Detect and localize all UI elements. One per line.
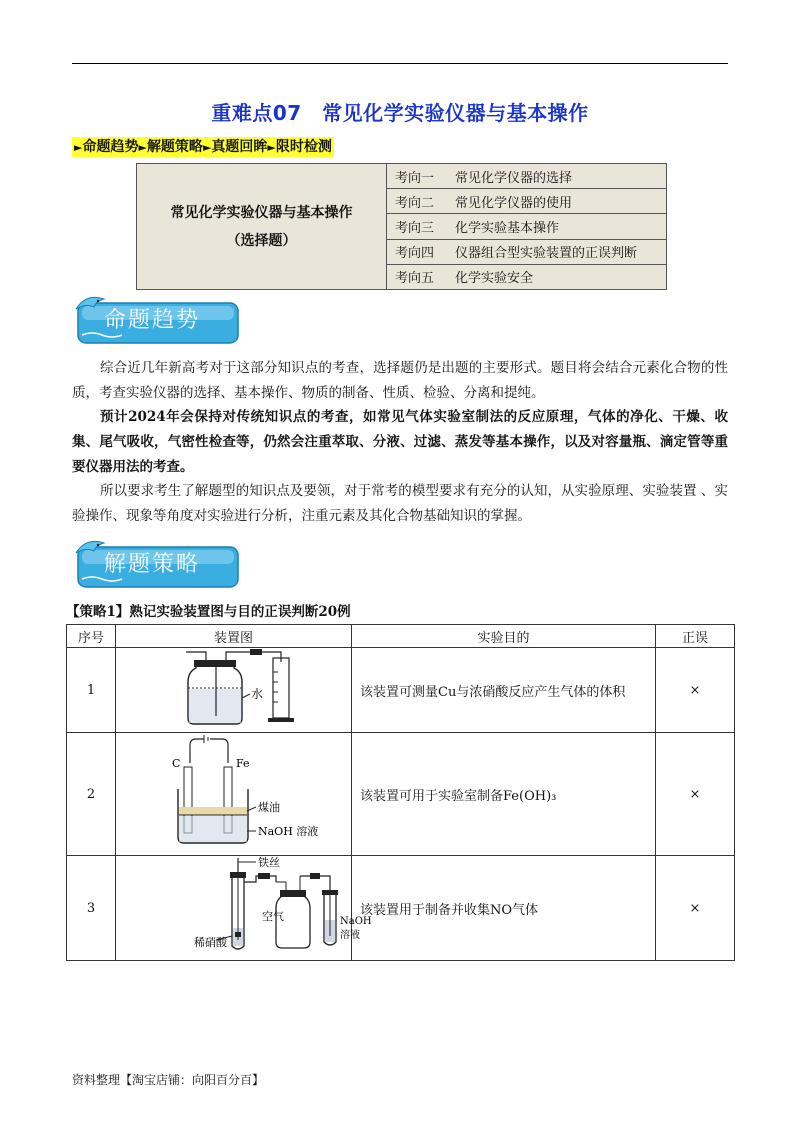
outline-row-text: 化学实验基本操作: [455, 221, 560, 236]
label-solution: 溶液: [340, 930, 360, 941]
row-verdict: ×: [656, 856, 735, 961]
footer-note: 资料整理【淘宝店铺：向阳百分百】: [72, 1073, 265, 1087]
nav-strip: [72, 137, 334, 157]
apparatus-figure: [116, 733, 352, 856]
nav-item-trend[interactable]: 命题趋势: [82, 139, 139, 155]
label-air: 空气: [262, 910, 284, 923]
no-preparation-apparatus-icon: [116, 856, 372, 956]
label-iron-wire: 铁丝: [258, 856, 280, 869]
outline-topic-subtitle: （选择题）: [226, 232, 297, 249]
triangle-icon: ►: [74, 141, 83, 154]
header-aim: 实验目的: [352, 625, 656, 648]
row-aim: 该装置可测量Cu与浓硝酸反应产生气体的体积: [352, 648, 656, 733]
outline-topic: [137, 164, 387, 289]
outline-row-num: 考向二: [395, 195, 435, 211]
strategy-table: [66, 624, 735, 961]
nav-item-strategy[interactable]: 解题策略: [146, 139, 203, 155]
badge-label: 命题趋势: [104, 308, 201, 333]
outline-row: [387, 189, 666, 214]
section-badge-trend: [72, 293, 242, 341]
outline-row-num: 考向一: [395, 170, 435, 186]
header-rule: [72, 63, 728, 64]
outline-row-text: 常见化学仪器的选择: [455, 170, 573, 186]
row-number: 2: [67, 733, 116, 856]
outline-row-num: 考向五: [395, 271, 435, 287]
label-iron: Fe: [236, 757, 250, 770]
paragraph: 所以要求考生了解题型的知识点及要领，对于常考的模型要求有充分的认知，从实验原理、实验装置 、实验操作、现象等角度对实验进行分析，注重元素及其化合物基础知识的掌握。: [72, 483, 728, 524]
page-title: 重难点07 常见化学实验仪器与基本操作: [211, 101, 589, 125]
label-water: 水: [251, 687, 264, 701]
table-row: [67, 733, 735, 856]
row-verdict: ×: [656, 733, 735, 856]
outline-row: [387, 265, 666, 289]
triangle-icon: ►: [202, 141, 212, 154]
row-number: 1: [67, 648, 116, 733]
outline-directions: [387, 164, 666, 289]
outline-row: [387, 164, 666, 189]
outline-row: [387, 214, 666, 239]
header-figure: 装置图: [116, 625, 352, 648]
label-naoh-solution: NaOH 溶液: [258, 825, 319, 838]
electrolysis-apparatus-icon: [116, 733, 351, 851]
outline-table: [136, 163, 667, 290]
nav-item-review[interactable]: 真题回眸: [211, 139, 268, 155]
apparatus-figure: [116, 856, 372, 961]
row-verdict: ×: [656, 648, 735, 733]
label-dilute-nitric-acid: 稀硝酸: [194, 936, 227, 949]
badge-label: 解题策略: [104, 552, 201, 577]
table-row: [67, 856, 735, 961]
triangle-icon: ►: [138, 141, 147, 154]
paragraph-bold: 预计2024年会保持对传统知识点的考查，如常见气体实验室制法的反应原理，气体的净化、干燥、收集、尾气吸收，气密性检查等，仍然会注重萃取、分液、过滤、蒸发等基本操作，以及对容量瓶、滴定管等重要仪器用法的考查。: [72, 409, 728, 475]
label-carbon: C: [172, 757, 181, 770]
row-aim: 该装置用于制备并收集NO气体: [352, 856, 656, 961]
header-correct: 正误: [656, 625, 735, 648]
row-aim: 该装置可用于实验室制备Fe(OH)₃: [352, 733, 656, 856]
label-naoh: NaOH: [340, 916, 372, 927]
table-row: [67, 648, 735, 733]
outline-row-text: 常见化学仪器的使用: [455, 195, 573, 211]
strategy-heading: 【策略1】熟记实验装置图与目的正误判断20例: [66, 604, 351, 620]
apparatus-figure: [116, 648, 352, 733]
triangle-icon: ►: [267, 141, 276, 154]
label-kerosene: 煤油: [258, 801, 280, 814]
nav-item-test[interactable]: 限时检测: [275, 139, 332, 155]
table-header-row: [67, 625, 735, 648]
outline-row-text: 仪器组合型实验装置的正误判断: [455, 246, 638, 262]
outline-row-num: 考向四: [395, 246, 435, 262]
header-no: 序号: [67, 625, 116, 648]
outline-row-num: 考向三: [395, 221, 435, 236]
section-badge-strategy: [72, 537, 242, 585]
outline-topic-title: 常见化学实验仪器与基本操作: [170, 204, 353, 221]
outline-row: [387, 240, 666, 265]
row-number: 3: [67, 856, 116, 961]
gas-volume-apparatus-icon: [116, 648, 351, 728]
outline-row-text: 化学实验安全: [455, 271, 534, 287]
paragraph: 综合近几年新高考对于这部分知识点的考查，选择题仍是出题的主要形式。题目将会结合元素化合物的性质，考查实验仪器的选择、基本操作、物质的制备、性质、检验、分离和提纯。: [72, 360, 728, 401]
